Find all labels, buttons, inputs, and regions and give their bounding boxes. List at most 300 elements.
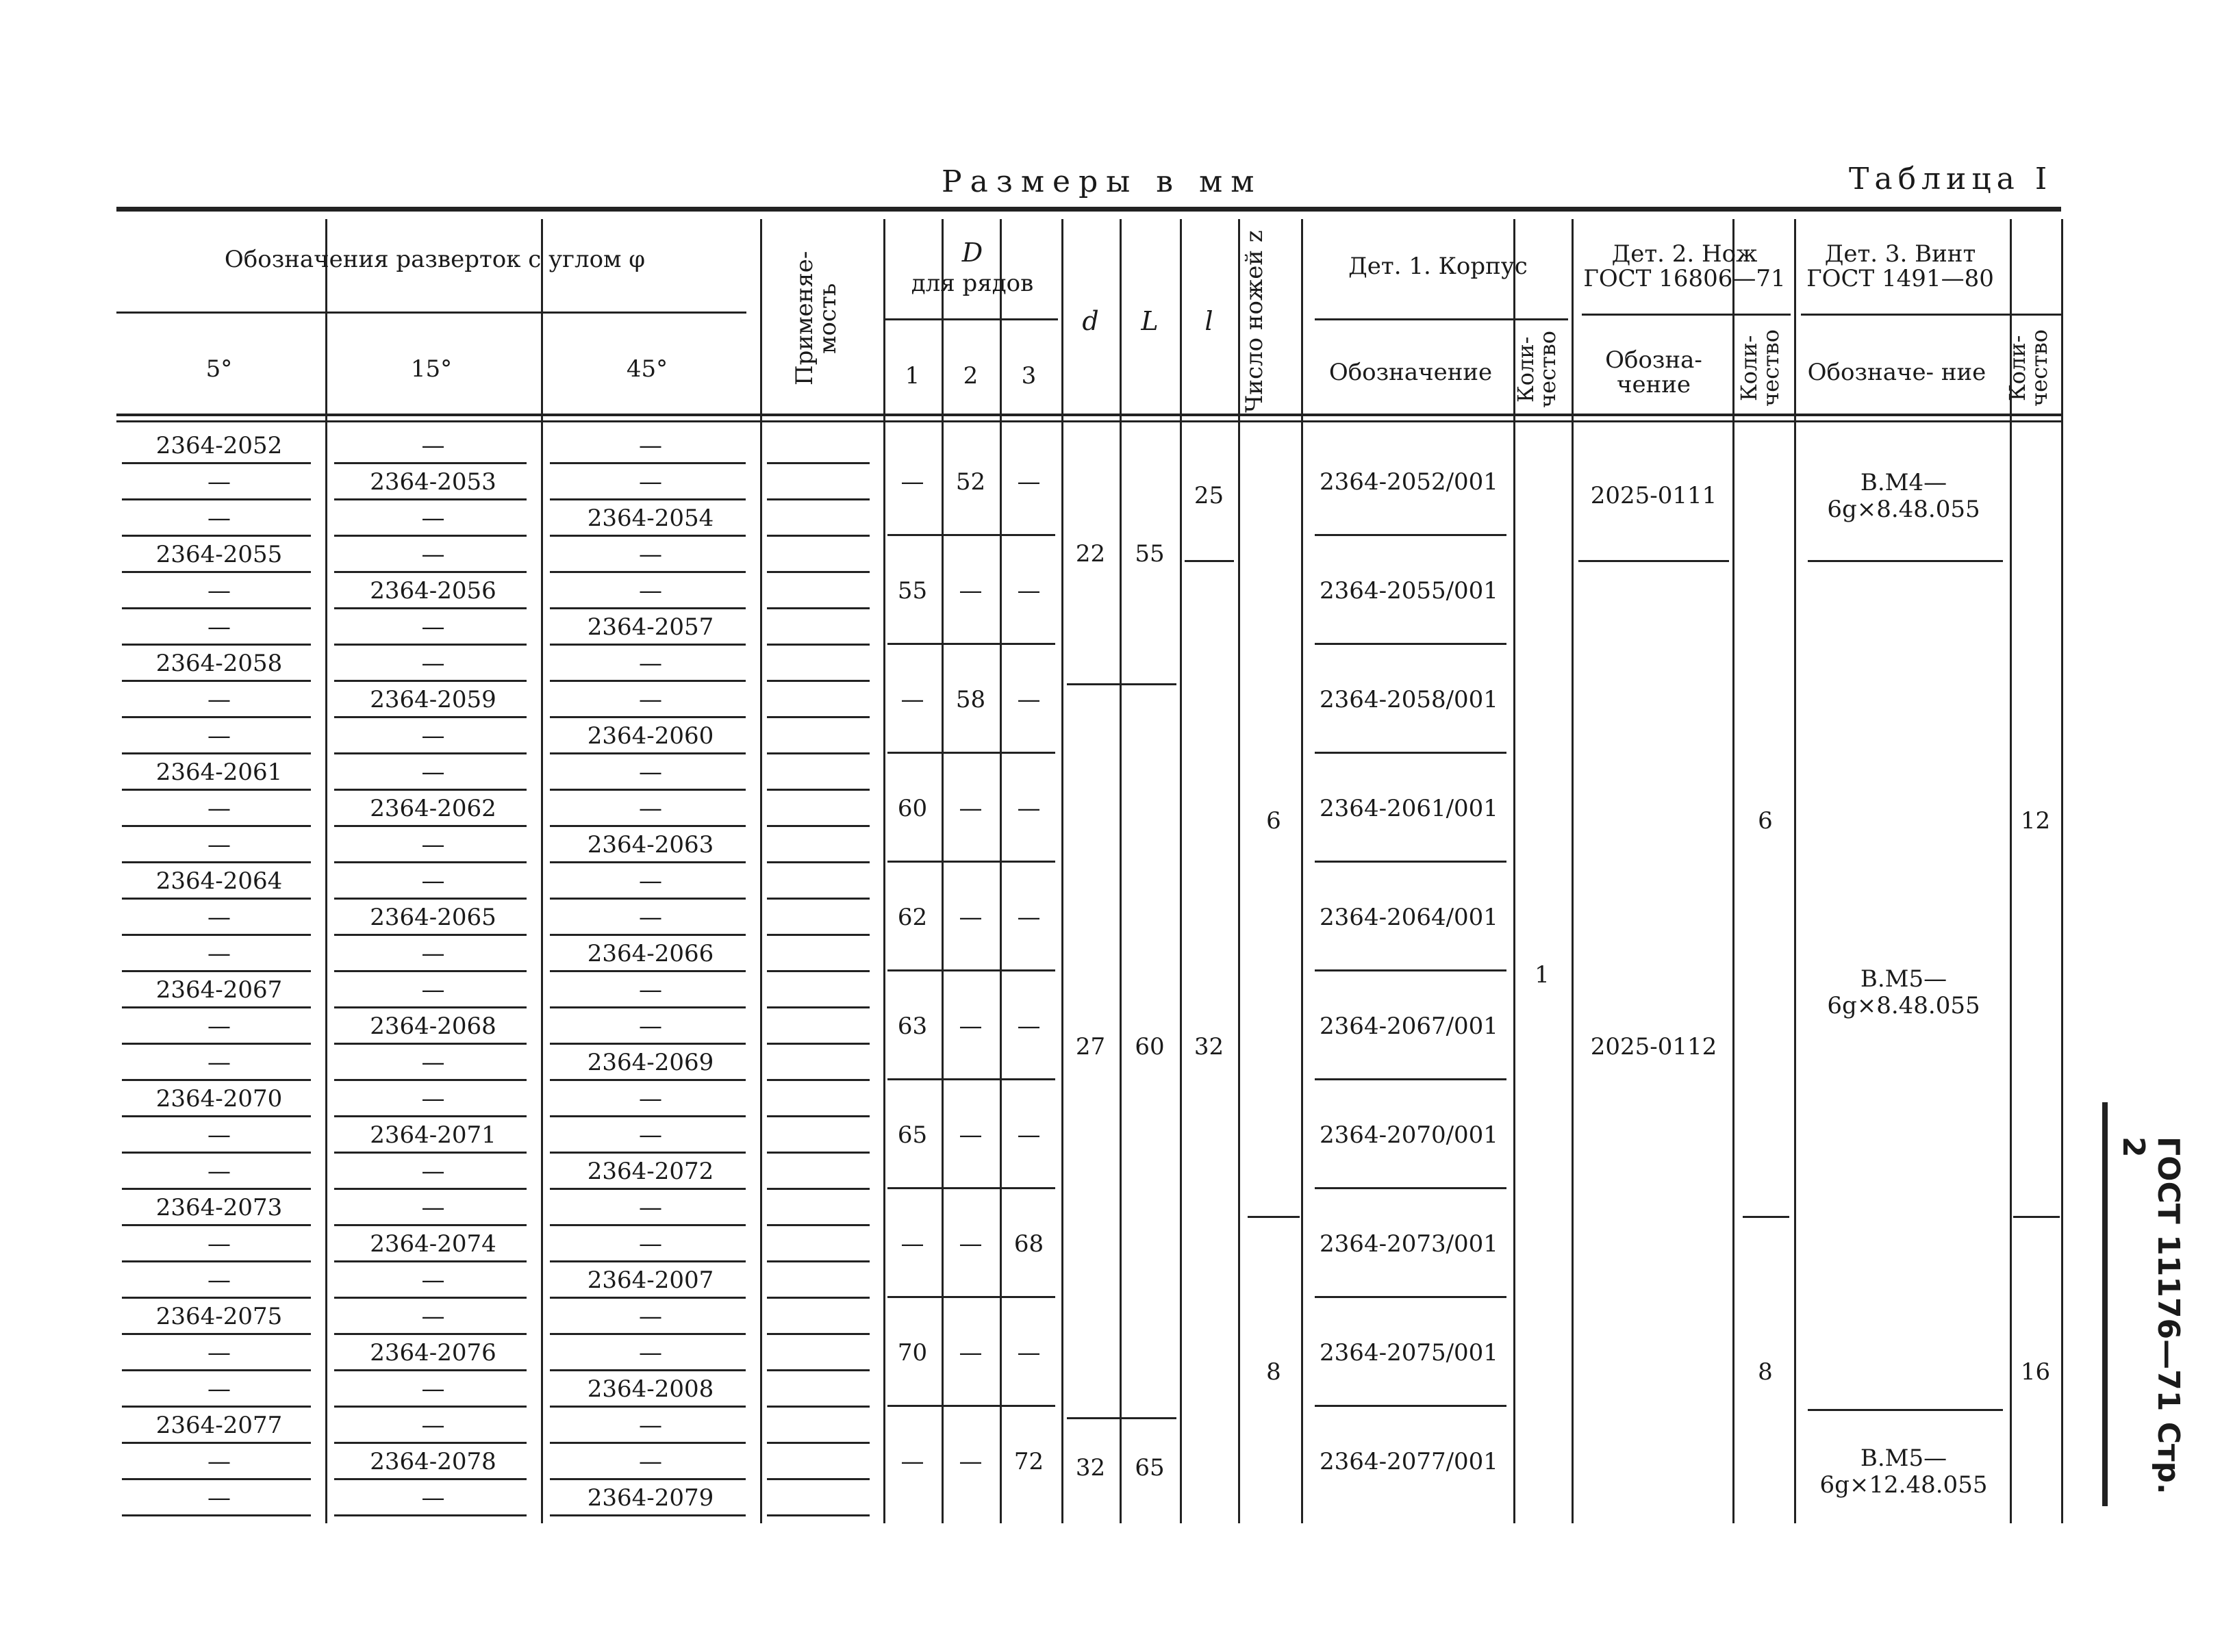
divider-knife: [1578, 560, 1729, 562]
divider-z: [1248, 1216, 1300, 1218]
table-top-rule: [116, 207, 2061, 212]
row-rule: [334, 1006, 527, 1008]
row-rule: [550, 607, 746, 609]
diameter-cell: 52: [955, 468, 986, 496]
applicability-rule: [767, 1152, 870, 1154]
header-row-1: 1: [905, 362, 920, 390]
diameter-cell: —: [1017, 468, 1041, 496]
row-rule: [122, 498, 311, 500]
side-label: ГОСТ 11176—71 Стр. 2: [2116, 1136, 2186, 1495]
applicability-rule: [767, 825, 870, 827]
row-rule: [334, 934, 527, 936]
cell-screw-b: В.М5— 6g×8.48.055: [1827, 965, 1980, 1019]
row-rule: [334, 644, 527, 646]
group-rule: [887, 1405, 1055, 1407]
designation-cell: 2364-2052: [155, 432, 283, 459]
diameter-cell: 63: [897, 1012, 928, 1040]
diameter-cell: 72: [1013, 1447, 1044, 1475]
column-line: [1572, 219, 1574, 1523]
row-rule: [550, 789, 746, 791]
designation-cell: —: [639, 1121, 662, 1149]
row-rule: [550, 571, 746, 573]
diameter-cell: —: [1017, 1338, 1041, 1367]
row-rule: [122, 1442, 311, 1444]
group-rule: [1315, 1405, 1506, 1407]
header-applicability: Применяе- мость: [791, 251, 842, 386]
group-rule: [887, 969, 1055, 971]
header-part2-qty: Коли- чество: [1736, 329, 1784, 407]
header-part1-qty: Коли- чество: [1513, 331, 1561, 409]
applicability-rule: [767, 1260, 870, 1262]
header-l: l: [1204, 306, 1213, 337]
header-sub-rule-designations: [116, 312, 746, 314]
applicability-rule: [767, 1006, 870, 1008]
row-rule: [550, 970, 746, 972]
designation-cell: 2364-2066: [587, 940, 714, 967]
row-rule: [550, 680, 746, 682]
header-d: d: [1082, 306, 1099, 337]
designation-cell: 2364-2068: [370, 1013, 496, 1040]
row-rule: [122, 789, 311, 791]
applicability-rule: [767, 934, 870, 936]
designation-cell: —: [207, 577, 231, 605]
header-knives: Число ножей z: [1241, 230, 1268, 414]
designation-cell: —: [639, 1013, 662, 1040]
header-part3-qty: Коли- чество: [2004, 329, 2052, 407]
designation-cell: —: [421, 432, 445, 459]
designation-cell: —: [639, 541, 662, 568]
applicability-rule: [767, 607, 870, 609]
applicability-rule: [767, 1333, 870, 1335]
group-rule: [1315, 1078, 1506, 1080]
diameter-cell: —: [959, 1012, 983, 1040]
row-rule: [550, 752, 746, 754]
designation-cell: —: [207, 1013, 231, 1040]
header-D-rows: для рядов: [911, 270, 1034, 298]
designation-cell: —: [639, 904, 662, 931]
diameter-cell: —: [959, 1338, 983, 1367]
column-line: [325, 219, 327, 1523]
row-rule: [334, 607, 527, 609]
designation-cell: —: [207, 1484, 231, 1512]
side-rule: [2102, 1102, 2108, 1506]
part1-designation-cell: 2364-2075/001: [1320, 1338, 1498, 1367]
row-rule: [122, 716, 311, 718]
row-rule: [550, 716, 746, 718]
header-sub-rule-D: [883, 318, 1058, 320]
row-rule: [334, 680, 527, 682]
applicability-rule: [767, 898, 870, 900]
row-rule: [122, 752, 311, 754]
designation-cell: 2364-2063: [587, 831, 714, 859]
designation-cell: —: [639, 867, 662, 895]
row-rule: [334, 1369, 527, 1371]
group-rule: [1315, 534, 1506, 536]
applicability-rule: [767, 789, 870, 791]
designation-cell: —: [207, 505, 231, 532]
header-sub-rule-part2: [1582, 314, 1791, 316]
row-rule: [122, 1188, 311, 1190]
row-rule: [122, 825, 311, 827]
row-rule: [550, 1333, 746, 1335]
group-rule: [887, 534, 1055, 536]
diameter-cell: 70: [897, 1338, 928, 1367]
row-rule: [334, 1406, 527, 1408]
designation-cell: 2364-2072: [587, 1158, 714, 1185]
row-rule: [334, 861, 527, 863]
divider-d-a: [1067, 683, 1176, 685]
row-rule: [334, 462, 527, 464]
cell-screw-c: В.М5— 6g×12.48.055: [1819, 1444, 1988, 1499]
designation-cell: —: [639, 1339, 662, 1367]
designation-cell: 2364-2056: [370, 577, 496, 605]
page-caption: Размеры в мм: [942, 164, 1263, 199]
row-rule: [122, 1152, 311, 1154]
divider-d-b: [1067, 1417, 1176, 1419]
row-rule: [550, 1297, 746, 1299]
designation-cell: —: [207, 795, 231, 822]
part1-designation-cell: 2364-2064/001: [1320, 903, 1498, 931]
row-rule: [550, 1442, 746, 1444]
diameter-cell: —: [900, 468, 924, 496]
cell-knife-a: 2025-0111: [1590, 482, 1717, 510]
designation-cell: —: [207, 1267, 231, 1294]
part1-designation-cell: 2364-2055/001: [1320, 576, 1498, 605]
applicability-rule: [767, 752, 870, 754]
row-rule: [550, 535, 746, 537]
designation-cell: —: [421, 1303, 445, 1330]
row-rule: [122, 1006, 311, 1008]
part1-designation-cell: 2364-2067/001: [1320, 1012, 1498, 1040]
designation-cell: —: [207, 613, 231, 641]
designation-cell: —: [421, 1267, 445, 1294]
designation-cell: 2364-2060: [587, 722, 714, 750]
designation-cell: —: [639, 1412, 662, 1439]
designation-cell: 2364-2055: [155, 541, 283, 568]
group-rule: [887, 1078, 1055, 1080]
row-rule: [122, 462, 311, 464]
part1-designation-cell: 2364-2052/001: [1320, 468, 1498, 496]
cell-screw-a: В.М4— 6g×8.48.055: [1827, 468, 1980, 523]
cell-L-c: 65: [1135, 1454, 1165, 1482]
row-rule: [334, 1224, 527, 1226]
row-rule: [550, 644, 746, 646]
row-rule: [122, 1260, 311, 1262]
applicability-rule: [767, 1369, 870, 1371]
header-part2: Дет. 2. Нож ГОСТ 16806—71: [1583, 240, 1786, 292]
part1-designation-cell: 2364-2058/001: [1320, 685, 1498, 713]
header-row-3: 3: [1021, 362, 1037, 390]
applicability-rule: [767, 644, 870, 646]
designation-cell: —: [639, 468, 662, 496]
header-angle-5: 5°: [205, 355, 233, 383]
diameter-cell: 68: [1013, 1230, 1044, 1258]
row-rule: [550, 1406, 746, 1408]
designation-cell: 2364-2007: [587, 1267, 714, 1294]
designation-cell: —: [207, 1375, 231, 1403]
designation-cell: 2364-2078: [370, 1448, 496, 1475]
row-rule: [334, 1514, 527, 1516]
row-rule: [122, 644, 311, 646]
cell-d-a: 22: [1075, 540, 1106, 568]
row-rule: [550, 934, 746, 936]
header-L: L: [1141, 306, 1159, 337]
row-rule: [122, 1297, 311, 1299]
designation-cell: 2364-2076: [370, 1339, 496, 1367]
cell-screw-qty-b: 16: [2020, 1358, 2051, 1386]
header-part1: Дет. 1. Корпус: [1348, 253, 1528, 281]
row-rule: [550, 1260, 746, 1262]
header-sub-rule-part3: [1801, 314, 2061, 316]
designation-cell: —: [207, 940, 231, 967]
designation-cell: —: [421, 1158, 445, 1185]
row-rule: [334, 1260, 527, 1262]
row-rule: [122, 1079, 311, 1081]
part1-designation-cell: 2364-2061/001: [1320, 794, 1498, 822]
diameter-cell: —: [959, 576, 983, 605]
column-line: [760, 219, 762, 1523]
designation-cell: —: [207, 1339, 231, 1367]
designation-cell: —: [639, 1085, 662, 1113]
header-angle-45: 45°: [626, 355, 668, 383]
header-angle-15: 15°: [410, 355, 453, 383]
row-rule: [334, 898, 527, 900]
designation-cell: —: [639, 686, 662, 713]
applicability-rule: [767, 716, 870, 718]
column-line: [1238, 219, 1240, 1523]
row-rule: [334, 1442, 527, 1444]
row-rule: [334, 1333, 527, 1335]
designation-cell: —: [421, 976, 445, 1004]
row-rule: [122, 1406, 311, 1408]
cell-screw-qty-a: 12: [2020, 807, 2051, 835]
applicability-rule: [767, 1224, 870, 1226]
diameter-cell: 60: [897, 794, 928, 822]
designation-cell: 2364-2079: [587, 1484, 714, 1512]
column-line: [1732, 219, 1734, 1523]
diameter-cell: 55: [897, 576, 928, 605]
row-rule: [122, 1043, 311, 1045]
designation-cell: —: [639, 1194, 662, 1221]
row-rule: [122, 1115, 311, 1117]
divider-knife-qty: [1743, 1216, 1789, 1218]
row-rule: [122, 1224, 311, 1226]
designation-cell: —: [421, 722, 445, 750]
divider-screw-b: [1808, 1409, 2003, 1411]
designation-cell: 2364-2071: [370, 1121, 496, 1149]
header-row-2: 2: [963, 362, 979, 390]
cell-knife-qty-a: 6: [1758, 807, 1773, 835]
designation-cell: 2364-2053: [370, 468, 496, 496]
row-rule: [334, 1152, 527, 1154]
applicability-rule: [767, 462, 870, 464]
designation-cell: —: [639, 1230, 662, 1258]
designation-cell: —: [639, 577, 662, 605]
part1-designation-cell: 2364-2070/001: [1320, 1121, 1498, 1149]
cell-knife-qty-b: 8: [1758, 1358, 1773, 1386]
applicability-rule: [767, 1043, 870, 1045]
diameter-cell: —: [1017, 576, 1041, 605]
cell-d-b: 27: [1075, 1033, 1106, 1061]
designation-cell: 2364-2061: [155, 759, 283, 786]
group-rule: [887, 1296, 1055, 1298]
applicability-rule: [767, 970, 870, 972]
designation-cell: 2364-2077: [155, 1412, 283, 1439]
row-rule: [550, 498, 746, 500]
diameter-cell: —: [959, 794, 983, 822]
row-rule: [334, 1188, 527, 1190]
row-rule: [334, 752, 527, 754]
designation-cell: 2364-2064: [155, 867, 283, 895]
designation-cell: 2364-2062: [370, 795, 496, 822]
diameter-cell: 65: [897, 1121, 928, 1149]
applicability-rule: [767, 1115, 870, 1117]
applicability-rule: [767, 1188, 870, 1190]
row-rule: [122, 1514, 311, 1516]
header-D: D: [961, 238, 983, 268]
designation-cell: 2364-2069: [587, 1049, 714, 1076]
group-rule: [887, 861, 1055, 863]
cell-z-b: 8: [1266, 1358, 1281, 1386]
designation-cell: 2364-2075: [155, 1303, 283, 1330]
column-line: [1794, 219, 1796, 1523]
divider-screw-qty: [2013, 1216, 2060, 1218]
designation-cell: —: [639, 759, 662, 786]
designation-cell: —: [207, 1448, 231, 1475]
designation-cell: —: [639, 976, 662, 1004]
applicability-rule: [767, 1079, 870, 1081]
designation-cell: —: [421, 1194, 445, 1221]
designation-cell: 2364-2059: [370, 686, 496, 713]
row-rule: [122, 535, 311, 537]
designation-cell: 2364-2057: [587, 613, 714, 641]
row-rule: [334, 789, 527, 791]
group-rule: [887, 752, 1055, 754]
designation-cell: —: [421, 541, 445, 568]
designation-cell: —: [207, 1121, 231, 1149]
divider-l-a: [1185, 560, 1234, 562]
diameter-cell: 58: [955, 685, 986, 713]
designation-cell: —: [207, 722, 231, 750]
designation-cell: —: [207, 468, 231, 496]
cell-l-b: 32: [1194, 1033, 1224, 1061]
row-rule: [122, 898, 311, 900]
row-rule: [334, 535, 527, 537]
designation-cell: —: [421, 940, 445, 967]
row-rule: [122, 1478, 311, 1480]
group-rule: [887, 643, 1055, 645]
designation-cell: 2364-2070: [155, 1085, 283, 1113]
row-rule: [550, 462, 746, 464]
designation-cell: —: [207, 686, 231, 713]
diameter-cell: —: [1017, 685, 1041, 713]
row-rule: [550, 1478, 746, 1480]
header-part2-designation: Обозна- чение: [1605, 346, 1702, 398]
diameter-cell: —: [1017, 903, 1041, 931]
designation-cell: —: [207, 904, 231, 931]
designation-cell: —: [639, 650, 662, 677]
applicability-rule: [767, 1478, 870, 1480]
row-rule: [550, 1043, 746, 1045]
diameter-cell: —: [1017, 1012, 1041, 1040]
header-bottom-rule-2: [116, 420, 2061, 422]
diameter-cell: —: [959, 903, 983, 931]
designation-cell: —: [421, 759, 445, 786]
cell-L-a: 55: [1135, 540, 1165, 568]
designation-cell: —: [207, 1158, 231, 1185]
diameter-cell: —: [959, 1230, 983, 1258]
diameter-cell: 62: [897, 903, 928, 931]
row-rule: [122, 861, 311, 863]
diameter-cell: —: [959, 1121, 983, 1149]
group-rule: [1315, 1187, 1506, 1189]
diameter-cell: —: [900, 1447, 924, 1475]
designation-cell: —: [207, 831, 231, 859]
cell-part1-qty: 1: [1535, 961, 1550, 989]
designation-cell: —: [421, 1049, 445, 1076]
row-rule: [122, 1369, 311, 1371]
cell-z-a: 6: [1266, 807, 1281, 835]
designation-cell: —: [421, 505, 445, 532]
designation-cell: —: [207, 1049, 231, 1076]
cell-d-c: 32: [1075, 1454, 1106, 1482]
row-rule: [334, 1297, 527, 1299]
cell-L-b: 60: [1135, 1033, 1165, 1061]
row-rule: [550, 1152, 746, 1154]
row-rule: [122, 970, 311, 972]
row-rule: [334, 1115, 527, 1117]
row-rule: [550, 1188, 746, 1190]
diameter-cell: —: [1017, 794, 1041, 822]
header-sub-rule-part1: [1315, 318, 1568, 320]
row-rule: [122, 934, 311, 936]
header-part1-designation: Обозначение: [1328, 359, 1493, 387]
row-rule: [122, 571, 311, 573]
header-part3: Дет. 3. Винт ГОСТ 1491—80: [1806, 240, 1994, 292]
applicability-rule: [767, 1406, 870, 1408]
row-rule: [334, 716, 527, 718]
designation-cell: —: [639, 1448, 662, 1475]
designation-cell: —: [207, 1230, 231, 1258]
row-rule: [550, 1006, 746, 1008]
designation-cell: —: [639, 1303, 662, 1330]
cell-l-a: 25: [1194, 482, 1224, 510]
designation-cell: —: [421, 1412, 445, 1439]
column-line: [541, 219, 543, 1523]
group-rule: [1315, 969, 1506, 971]
designation-cell: —: [639, 795, 662, 822]
row-rule: [122, 607, 311, 609]
designation-cell: —: [421, 1085, 445, 1113]
cell-knife-b: 2025-0112: [1590, 1033, 1717, 1061]
applicability-rule: [767, 571, 870, 573]
row-rule: [550, 1369, 746, 1371]
designation-cell: 2364-2008: [587, 1375, 714, 1403]
diameter-cell: —: [900, 1230, 924, 1258]
designation-cell: —: [421, 1484, 445, 1512]
table-caption: Таблица I: [1849, 162, 2053, 196]
designation-cell: 2364-2065: [370, 904, 496, 931]
row-rule: [122, 1333, 311, 1335]
row-rule: [550, 898, 746, 900]
applicability-rule: [767, 680, 870, 682]
designation-cell: —: [421, 613, 445, 641]
row-rule: [550, 1115, 746, 1117]
designation-cell: —: [421, 650, 445, 677]
diameter-cell: —: [959, 1447, 983, 1475]
designation-cell: 2364-2073: [155, 1194, 283, 1221]
applicability-rule: [767, 1442, 870, 1444]
